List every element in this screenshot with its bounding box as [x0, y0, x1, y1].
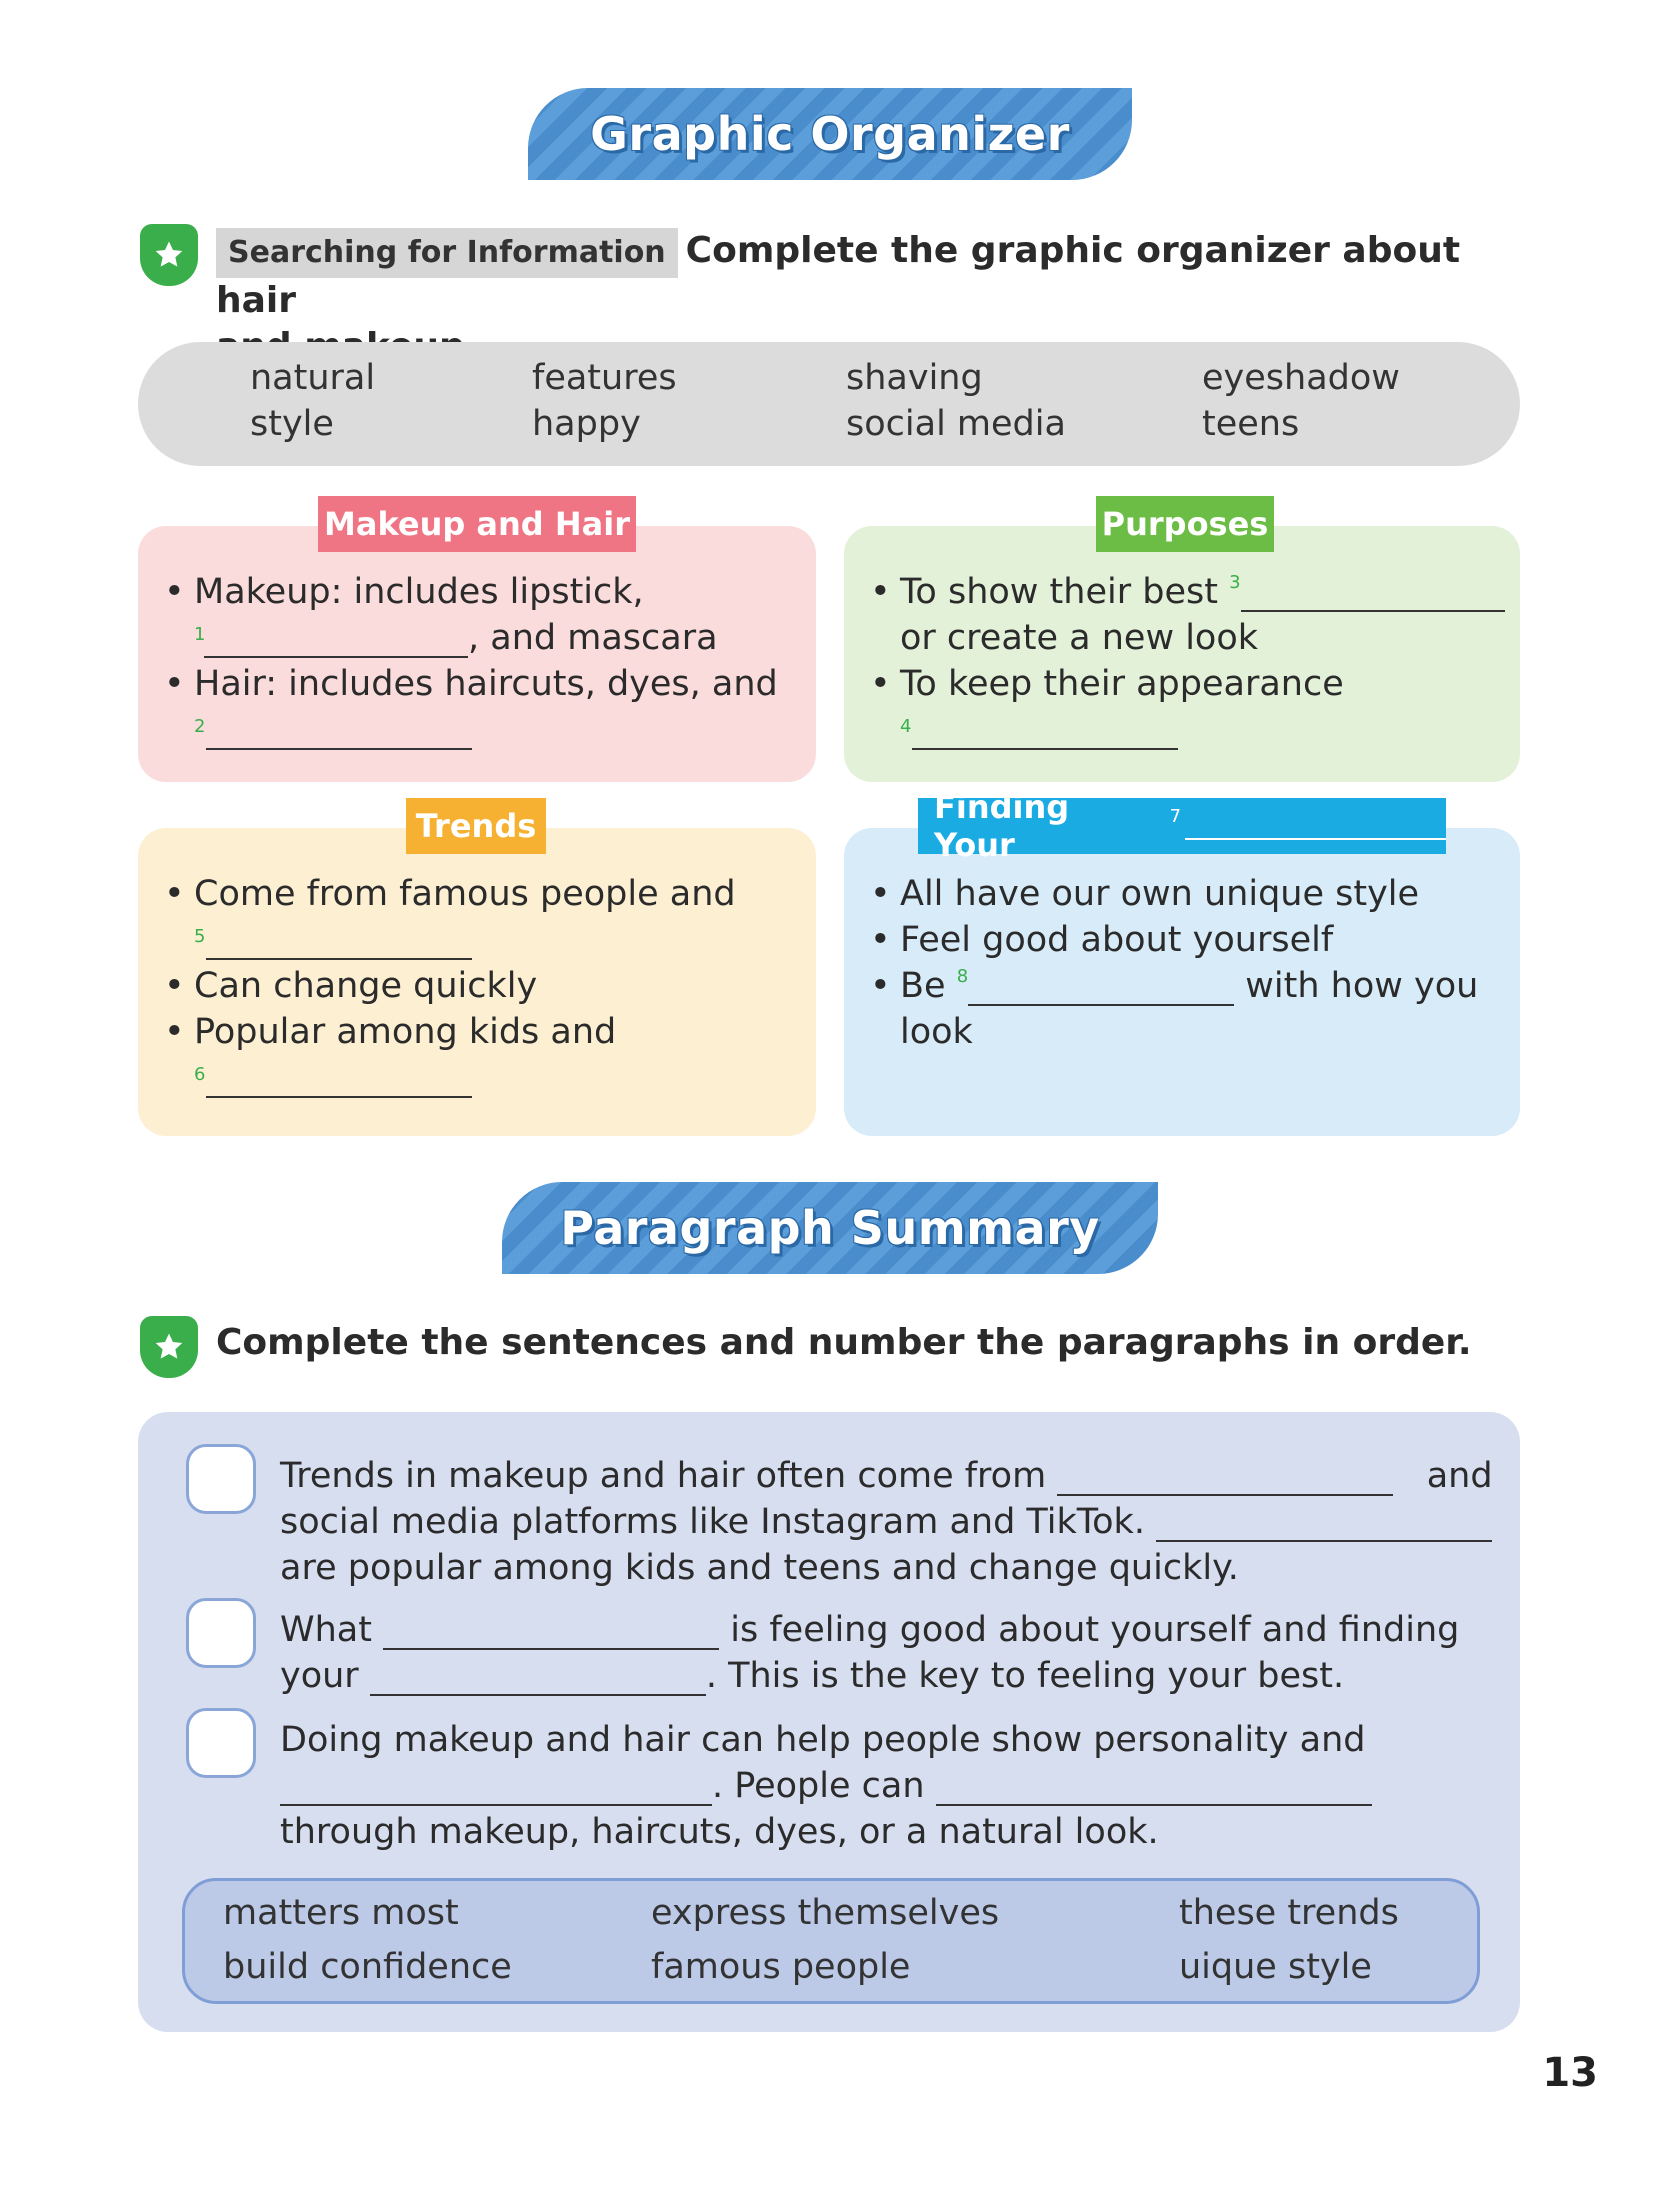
answer-blank-8[interactable]: [968, 970, 1234, 1006]
summary-p3-line1: Doing makeup and hair can help people show personality and: [280, 1720, 1366, 1760]
searching-info-tag: Searching for Information: [216, 228, 678, 278]
paragraph-summary-banner: [502, 1182, 1158, 1274]
graphic-organizer-banner: [528, 88, 1132, 180]
word-bank-item: eyeshadow: [1202, 358, 1400, 398]
word-bank-item: style: [250, 404, 334, 444]
instruction-line1: Complete the graphic organizer about hair: [216, 230, 1461, 321]
trends-line-3: • Popular among kids and: [194, 1012, 616, 1052]
finding-your-label: Finding Your 7: [918, 798, 1446, 854]
summary-blank[interactable]: [1057, 1460, 1393, 1496]
summary-p3-line3: through makeup, haircuts, dyes, or a natural look.: [280, 1812, 1159, 1852]
summary-word-bank: [182, 1878, 1480, 2004]
answer-blank-7[interactable]: [1185, 812, 1446, 840]
summary-blank[interactable]: [370, 1660, 706, 1696]
blank-number-1: 1: [194, 624, 206, 645]
graphic-organizer-title: Graphic Organizer: [590, 107, 1070, 161]
makeup-hair-label: Makeup and Hair: [318, 496, 636, 552]
purposes-label: Purposes: [1096, 496, 1274, 552]
word-bank-item: famous people: [651, 1947, 911, 1987]
finding-line-1: • All have our own unique style: [900, 874, 1419, 914]
trends-line-1: • Come from famous people and: [194, 874, 736, 914]
word-bank-item: uique style: [1179, 1947, 1372, 1987]
star-badge-icon: [140, 1316, 198, 1378]
summary-p1-line2: social media platforms like Instagram and TikTok.: [280, 1502, 1492, 1542]
blank-number-6: 6: [194, 1064, 206, 1085]
word-bank-item: social media: [846, 404, 1066, 444]
summary-p1-line3: are popular among kids and teens and change quickly.: [280, 1548, 1239, 1588]
word-bank-item: matters most: [223, 1893, 459, 1933]
summary-blank[interactable]: [280, 1770, 712, 1806]
summary-p3-line2: . People can: [280, 1766, 1372, 1806]
word-bank-item: these trends: [1179, 1893, 1399, 1933]
makeup-blank-line: , and mascara: [204, 618, 718, 658]
blank-number-2: 2: [194, 716, 206, 737]
word-bank-item: teens: [1202, 404, 1300, 444]
word-bank-item: shaving: [846, 358, 983, 398]
trends-line-2: • Can change quickly: [194, 966, 537, 1006]
summary-p1-line1: Trends in makeup and hair often come from and: [280, 1456, 1493, 1496]
blank-number-5: 5: [194, 926, 206, 947]
word-bank-item: features: [532, 358, 677, 398]
order-number-box[interactable]: [186, 1444, 256, 1514]
summary-instructions: Complete the sentences and number the paragraphs in order.: [216, 1322, 1472, 1363]
hair-line: • Hair: includes haircuts, dyes, and: [194, 664, 778, 704]
blank-number-4: 4: [900, 716, 912, 737]
finding-line-2: • Feel good about yourself: [900, 920, 1333, 960]
purposes-line-3: • To keep their appearance: [900, 664, 1344, 704]
answer-blank-1[interactable]: [204, 622, 468, 658]
answer-blank-2[interactable]: [206, 714, 472, 750]
summary-blank[interactable]: [1156, 1506, 1492, 1542]
order-number-box[interactable]: [186, 1708, 256, 1778]
purposes-line-1: • To show their best $^3$: [900, 572, 1505, 612]
purposes-line-2: or create a new look: [900, 618, 1259, 658]
finding-line-3: • Be $^8$ with how you: [900, 966, 1478, 1006]
summary-blank[interactable]: [936, 1770, 1372, 1806]
word-bank-item: natural: [250, 358, 376, 398]
trends-label: Trends: [406, 798, 546, 854]
blank-number-7: 7: [1169, 806, 1182, 827]
star-icon: [152, 238, 186, 272]
star-icon: [152, 1330, 186, 1364]
order-number-box[interactable]: [186, 1598, 256, 1668]
word-bank-item: build confidence: [223, 1947, 512, 1987]
summary-p2-line1: What is feeling good about yourself and finding: [280, 1610, 1460, 1650]
blank-number-3: 3: [1229, 572, 1241, 593]
answer-blank-4[interactable]: [912, 714, 1178, 750]
answer-blank-3[interactable]: [1241, 576, 1505, 612]
page-number: 13: [1542, 2050, 1598, 2096]
blank-number-8: 8: [956, 966, 969, 987]
word-bank-item: happy: [532, 404, 641, 444]
answer-blank-6[interactable]: [206, 1062, 472, 1098]
word-bank-item: express themselves: [651, 1893, 1000, 1933]
paragraph-summary-title: Paragraph Summary: [560, 1201, 1100, 1255]
answer-blank-5[interactable]: [206, 924, 472, 960]
summary-blank[interactable]: [383, 1614, 719, 1650]
makeup-line: • Makeup: includes lipstick,: [194, 572, 644, 612]
star-badge-icon: [140, 224, 198, 286]
summary-p2-line2: your . This is the key to feeling your best.: [280, 1656, 1345, 1696]
finding-line-4: look: [900, 1012, 973, 1052]
word-bank: [138, 342, 1520, 466]
